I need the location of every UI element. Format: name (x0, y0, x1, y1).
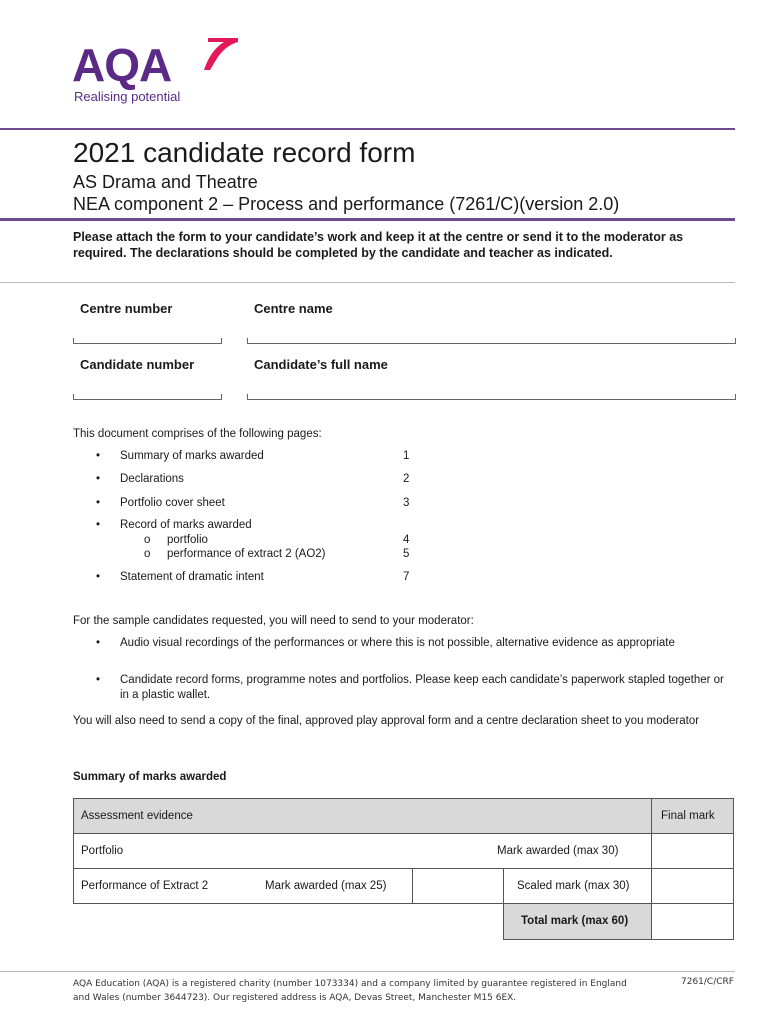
contents-label: Record of marks awarded (120, 519, 252, 531)
aqa-logo (72, 34, 242, 108)
sub-bullet: o (144, 534, 151, 546)
sample-item-text: Audio visual recordings of the performances or where this is not possible, alternative evidence as appropriate (120, 637, 675, 649)
bullet: • (96, 571, 101, 583)
candidate-name-field[interactable] (247, 394, 736, 400)
performance-mark-input[interactable] (412, 868, 504, 904)
contents-label: performance of extract 2 (AO2) (167, 548, 326, 560)
header-evidence-cell (73, 798, 652, 834)
samples-intro: For the sample candidates requested, you will need to send to your moderator: (73, 615, 474, 627)
summary-heading: Summary of marks awarded (73, 771, 227, 783)
contents-page: 1 (403, 450, 410, 462)
contents-label: Portfolio cover sheet (120, 497, 225, 509)
performance-final-mark-input[interactable] (651, 868, 734, 904)
list-item (73, 673, 733, 703)
contents-label: portfolio (167, 534, 208, 546)
header-divider (0, 128, 735, 130)
page-title: 2021 candidate record form (73, 137, 416, 168)
portfolio-mark-label: Mark awarded (max 30) (497, 845, 619, 857)
performance-label: Performance of Extract 2 (81, 880, 209, 892)
logo-swoosh-icon (200, 36, 240, 72)
performance-row (73, 868, 413, 904)
also-send-text: You will also need to send a copy of the final, approved play approval form and a centre declaration sheet to you moderator (73, 715, 700, 727)
footer-text: AQA Education (AQA) is a registered charity (number 1073334) and a company limited by guarantee registered in England and Wales (number 3644723). Our registered address is AQA, Devas Street, Manchester M15 6EX. (73, 979, 627, 1003)
scaled-mark-cell (503, 868, 652, 904)
contents-page: 4 (403, 534, 410, 546)
component-title: NEA component 2 – Process and performance (7261/C)(version 2.0) (73, 194, 620, 214)
total-mark-cell (503, 903, 652, 940)
marks-table (73, 798, 734, 940)
bullet: • (96, 674, 101, 686)
centre-number-field[interactable] (73, 338, 222, 344)
instruction-text: Please attach the form to your candidate’s work and keep it at the centre or send it to the moderator as required. The declarations should be completed by the candidate and teacher as indicated. (73, 230, 684, 260)
logo-tagline: Realising potential (74, 89, 181, 104)
sub-bullet: o (144, 548, 151, 560)
footer-code: 7261/C/CRF (681, 977, 734, 987)
portfolio-label: Portfolio (81, 845, 124, 857)
subject-title: AS Drama and Theatre (73, 172, 258, 192)
contents-label: Declarations (120, 473, 184, 485)
col-evidence-label: Assessment evidence (81, 810, 193, 822)
centre-name-label: Centre name (254, 301, 333, 316)
scaled-mark-label: Scaled mark (max 30) (517, 880, 630, 892)
contents-page: 7 (403, 571, 410, 583)
logo-wordmark: AQA (72, 39, 172, 91)
performance-mark-label: Mark awarded (max 25) (265, 880, 387, 892)
footer-divider (0, 971, 735, 972)
title-divider (0, 218, 735, 221)
contents-label: Summary of marks awarded (120, 450, 264, 462)
bullet: • (96, 637, 101, 649)
contents-list (73, 450, 433, 590)
total-mark-label: Total mark (max 60) (521, 915, 629, 927)
bullet: • (96, 473, 101, 485)
contents-label: Statement of dramatic intent (120, 571, 264, 583)
list-item (73, 636, 733, 666)
contents-page: 3 (403, 497, 410, 509)
header-final-cell (651, 798, 734, 834)
contents-intro: This document comprises of the following pages: (73, 428, 322, 440)
contents-page: 2 (403, 473, 410, 485)
bullet: • (96, 450, 101, 462)
candidate-number-label: Candidate number (80, 357, 195, 372)
total-final-mark-input[interactable] (651, 903, 734, 940)
instruction-divider (0, 282, 735, 283)
portfolio-row (73, 833, 652, 869)
centre-number-label: Centre number (80, 301, 173, 316)
contents-page: 5 (403, 548, 410, 560)
bullet: • (96, 497, 101, 509)
candidate-number-field[interactable] (73, 394, 222, 400)
portfolio-final-mark-input[interactable] (651, 833, 734, 869)
sample-item-text: Candidate record forms, programme notes and portfolios. Please keep each candidate’s paperwork stapled together or in a plastic wallet. (120, 674, 724, 701)
bullet: • (96, 519, 101, 531)
col-final-label: Final mark (661, 810, 715, 822)
centre-name-field[interactable] (247, 338, 736, 344)
candidate-name-label: Candidate’s full name (254, 357, 388, 372)
